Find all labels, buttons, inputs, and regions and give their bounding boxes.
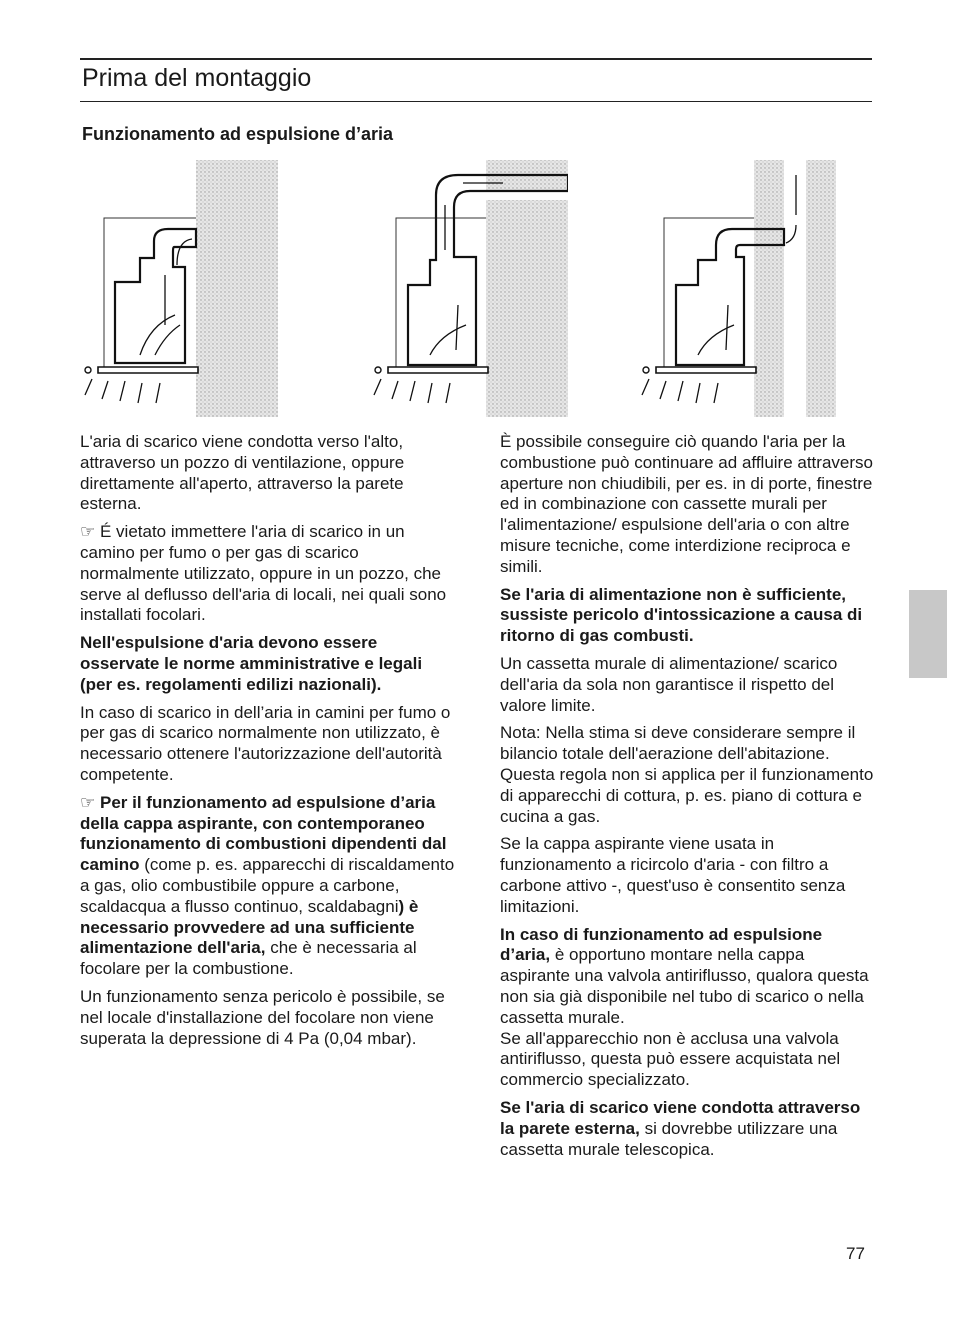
left-text-column xyxy=(80,432,455,1056)
paragraph: Nota: Nella stima si deve considerare sempre il bilancio totale dell'aerazione dell'abitazione. Questa regola non si applica per il funzionamento di apparecchi di cottura, p. es. piano di cottura e cucina a gas. xyxy=(500,723,874,826)
paragraph: In caso di funzionamento ad espulsione d’aria, è opportuno montare nella cappa aspirante una valvola antiriflusso, qualora questa non sia già disponibile nel tubo di scarico o nella cassetta murale. Se all'apparecchio non è acclusa una valvola antiriflusso, questa può essere acquistata nel commercio specializzato. xyxy=(500,924,869,1090)
paragraph: Se la cappa aspirante viene usata in funzionamento a ricircolo d'aria - con filtro a carbone attivo -, quest'uso è consentito senza limitazioni. xyxy=(500,834,846,916)
figure-exhaust-up-inside xyxy=(80,155,280,417)
pointing-hand-icon: ☞ xyxy=(80,522,96,543)
warning-paragraph: ☞ É vietato immettere l'aria di scarico in un camino per fumo o per gas di scarico normalmente utilizzato, oppure in un pozzo, che serve al deflusso dell'aria di locali, nei quali sono installati focolari. xyxy=(80,522,447,625)
paragraph: È possibile conseguire ciò quando l'aria per la combustione può continuare ad affluire attraverso aperture non chiudibili, per es. in di porte, finestre ed in combinazione con cassette murali per l'alimentazione/ espulsione dell'aria o con altre misure tecniche, come interdizione reciproca e simili. xyxy=(500,432,873,576)
section-heading: Funzionamento ad espulsione d’aria xyxy=(82,124,394,144)
figure-exhaust-roof xyxy=(368,155,568,417)
paragraph: Se l'aria di scarico viene condotta attraverso la parete esterna, si dovrebbe utilizzare una cassetta murale telescopica. xyxy=(500,1097,861,1159)
chapter-tab-marker xyxy=(909,590,947,678)
paragraph: L'aria di scarico viene condotta verso l'alto, attraverso un pozzo di ventilazione, oppure direttamente all'aperto, attraverso la parete esterna. xyxy=(80,432,405,514)
bold-paragraph: Se l'aria di alimentazione non è sufficiente, sussiste pericolo d'intossicazione a causa di ritorno di gas combusti. xyxy=(500,584,863,646)
header-top-rule xyxy=(80,58,872,60)
bold-paragraph: Nell'espulsione d'aria devono essere osservate le norme amministrative e legali (per es. regolamenti edilizi nazionali). xyxy=(80,633,423,694)
note-paragraph: ☞ Per il funzionamento ad espulsione d’aria della cappa aspirante, con contemporaneo funzionamento di combustioni dipendenti dal camino (come p. es. apparecchi di riscaldamento a gas, olio combustibile oppure a carbone, scaldacqua a flusso continuo, scaldabagni) è necessario provvedere ad una sufficiente alimentazione dell'aria, che è necessaria al focolare per la combustione. xyxy=(80,792,455,979)
figure-exhaust-shaft xyxy=(636,155,836,417)
right-text-column xyxy=(500,432,875,1167)
page-title: Prima del montaggio xyxy=(82,64,312,92)
page-number: 77 xyxy=(846,1244,865,1263)
pointing-hand-icon: ☞ xyxy=(80,792,96,813)
paragraph: Un cassetta murale di alimentazione/ scarico dell'aria da sola non garantisce il rispetto del valore limite. xyxy=(500,653,838,715)
header-bottom-rule xyxy=(80,101,872,102)
paragraph: In caso di scarico in dell’aria in camini per fumo o per gas di scarico normalmente non utilizzato, è necessario ottenere l'autorizzazione dell'autorità competente. xyxy=(80,702,451,784)
paragraph: Un funzionamento senza pericolo è possibile, se nel locale d'installazione del focolare non viene superata la depressione di 4 Pa (0,04 mbar). xyxy=(80,986,445,1048)
